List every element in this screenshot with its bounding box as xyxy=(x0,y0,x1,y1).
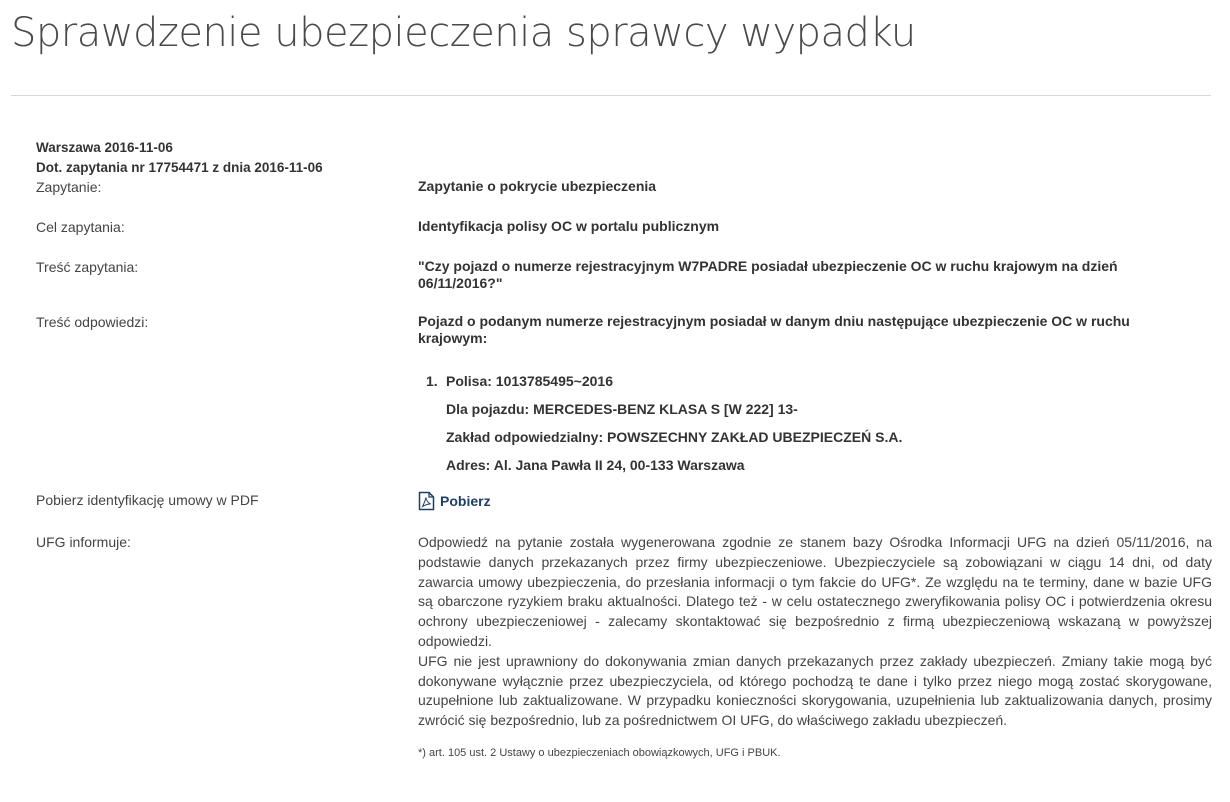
policy-address xyxy=(418,451,1212,479)
ufg-paragraph-1: Odpowiedź na pytanie została wygenerowana zgodnie ze stanem bazy Ośrodka Informacji UFG na dzień 05/11/2016, na podstawie danych przekazanych przez firmy ubezpieczeniowe. Ubezpieczyciele są zobowiązani w ciągu 14 dni, od daty zawarcia umowy ubezpieczenia, do przesłania informacji o tym fakcie do UFG*. Ze względu na te terminy, dane w bazie UFG są obarczone ryzykiem braku aktualności. Dlatego też - w celu ostatecznego zweryfikowania polisy OC i potwierdzenia okresu ochrony ubezpieczeniowej - zalecamy skontaktować się bezpośrednio z firmą ubezpieczeniową wskazaną w powyższej odpowiedzi. xyxy=(418,534,1212,649)
policy-item xyxy=(418,367,1212,395)
title-divider xyxy=(11,95,1211,96)
city-date: Warszawa 2016-11-06 xyxy=(36,140,173,155)
policy-insurer-text: Zakład odpowiedzialny: POWSZECHNY ZAKŁAD UBEZPIECZEŃ S.A. xyxy=(446,429,903,445)
pdf-file-icon xyxy=(418,491,435,511)
query-reference: Dot. zapytania nr 17754471 z dnia 2016-11-06 xyxy=(36,160,323,175)
ufg-paragraph-2: UFG nie jest uprawniony do dokonywania zmian danych przekazanych przez zakłady ubezpieczeń. Zmiany takie mogą być dokonywane wyłącznie przez ubezpieczyciela, od którego pochodzą te dane i tylko przez niego mogą zostać skorygowane, uzupełnione lub zaktualizowane. W przypadku konieczności skorygowania, uzupełnienia lub zaktualizowania danych, prosimy zwrócić się bezpośrednio, lub za pośrednictwem OI UFG, do właściwego zakładu ubezpieczeń. xyxy=(418,652,1212,729)
label-pdf: Pobierz identyfikację umowy w PDF xyxy=(36,492,259,508)
label-tresc-zapytania: Treść zapytania: xyxy=(36,259,139,275)
value-pdf xyxy=(418,491,1212,515)
value-tresc-zapytania: "Czy pojazd o numerze rejestracyjnym W7PADRE posiadał ubezpieczenie OC w ruchu krajowym na dzień 06/11/2016?" xyxy=(418,258,1118,291)
value-zapytanie: Zapytanie o pokrycie ubezpieczenia xyxy=(418,178,657,194)
download-pdf-link[interactable] xyxy=(418,491,491,511)
label-ufg: UFG informuje: xyxy=(36,534,131,550)
value-tresc-odpowiedzi xyxy=(418,313,1212,479)
ufg-footnote: *) art. 105 ust. 2 Ustawy o ubezpieczeniach obowiązkowych, UFG i PBUK. xyxy=(418,746,781,759)
policy-insurer xyxy=(418,423,1212,451)
value-ufg xyxy=(418,533,1212,762)
label-zapytanie: Zapytanie: xyxy=(36,179,102,195)
page-title: Sprawdzenie ubezpieczenia sprawcy wypadku xyxy=(11,10,916,56)
document-meta xyxy=(36,138,323,178)
policy-address-text: Adres: Al. Jana Pawła II 24, 00-133 Warszawa xyxy=(446,457,745,473)
policy-number-marker: 1. xyxy=(426,373,438,389)
answer-intro: Pojazd o podanym numerze rejestracyjnym posiadał w danym dniu następujące ubezpieczenie OC w ruchu krajowym: xyxy=(418,313,1130,346)
value-cel-zapytania: Identyfikacja polisy OC w portalu publicznym xyxy=(418,218,720,234)
policy-number: Polisa: 1013785495~2016 xyxy=(446,373,613,389)
policy-vehicle xyxy=(418,395,1212,423)
policy-vehicle-text: Dla pojazdu: MERCEDES-BENZ KLASA S [W 222] 13- xyxy=(446,401,798,417)
policy-list xyxy=(418,367,1212,479)
download-pdf-label: Pobierz xyxy=(440,492,491,509)
label-cel-zapytania: Cel zapytania: xyxy=(36,219,125,235)
label-tresc-odpowiedzi: Treść odpowiedzi: xyxy=(36,314,149,330)
